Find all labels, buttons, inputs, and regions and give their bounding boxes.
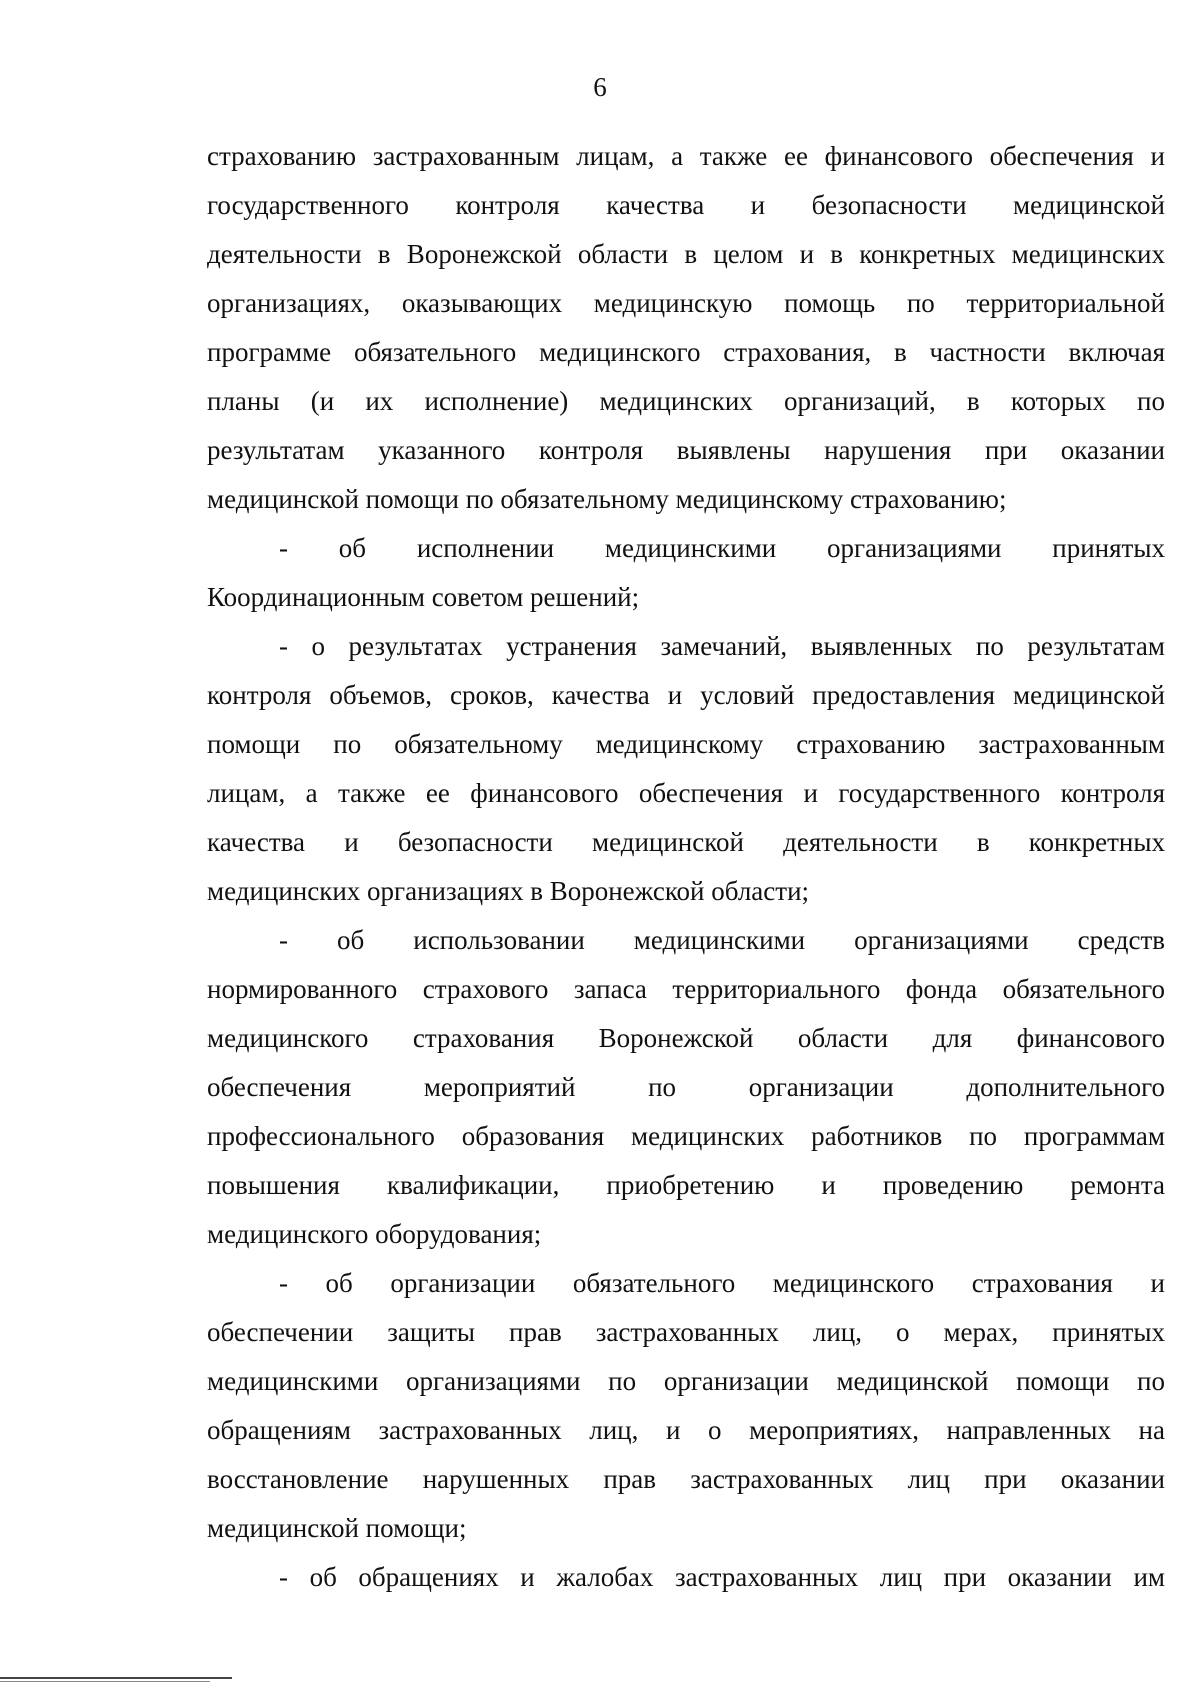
text-line: медицинских организациях в Воронежской области; <box>207 876 810 906</box>
text-line: страхованию застрахованным лицам, а также ее финансового обеспечения и <box>207 141 1165 171</box>
text-line: лицам, а также ее финансового обеспечения и государственного контроля <box>207 778 1165 808</box>
text-line: контроля объемов, сроков, качества и условий предоставления медицинской <box>207 680 1165 710</box>
text-line: профессионального образования медицинских работников по программам <box>207 1121 1165 1151</box>
list-item-start: - об обращениях и жалобах застрахованных лиц при оказании им <box>279 1562 1165 1592</box>
text-line: медицинскими организациями по организации медицинской помощи по <box>207 1366 1165 1396</box>
text-line: обеспечения мероприятий по организации дополнительного <box>207 1072 1165 1102</box>
text-line: медицинского оборудования; <box>207 1219 542 1249</box>
text-line: программе обязательного медицинского страхования, в частности включая <box>207 337 1165 367</box>
text-line: обращениям застрахованных лиц, и о мероприятиях, направленных на <box>207 1415 1165 1445</box>
text-line: помощи по обязательному медицинскому страхованию застрахованным <box>207 729 1165 759</box>
text-line: Координационным советом решений; <box>207 582 640 612</box>
text-line: деятельности в Воронежской области в целом и в конкретных медицинских <box>207 239 1165 269</box>
text-line: государственного контроля качества и безопасности медицинской <box>207 190 1165 220</box>
text-line: повышения квалификации, приобретению и проведению ремонта <box>207 1170 1165 1200</box>
list-item-start: - об исполнении медицинскими организациями принятых <box>279 533 1165 563</box>
text-line: восстановление нарушенных прав застрахованных лиц при оказании <box>207 1464 1165 1494</box>
text-line: организациях, оказывающих медицинскую помощь по территориальной <box>207 288 1165 318</box>
scan-edge-line <box>0 1681 210 1682</box>
text-line: результатам указанного контроля выявлены нарушения при оказании <box>207 435 1165 465</box>
text-line: качества и безопасности медицинской деятельности в конкретных <box>207 827 1165 857</box>
text-line: обеспечении защиты прав застрахованных лиц, о мерах, принятых <box>207 1317 1165 1347</box>
document-body <box>207 132 1165 1602</box>
text-line: медицинской помощи; <box>207 1513 467 1543</box>
list-item-start: - об использовании медицинскими организациями средств <box>279 925 1165 955</box>
list-item-start: - о результатах устранения замечаний, выявленных по результатам <box>279 631 1165 661</box>
list-item-start: - об организации обязательного медицинского страхования и <box>279 1268 1165 1298</box>
text-line: медицинского страхования Воронежской области для финансового <box>207 1023 1165 1053</box>
text-line: планы (и их исполнение) медицинских организаций, в которых по <box>207 386 1165 416</box>
scan-edge-line <box>0 1677 232 1679</box>
text-line: медицинской помощи по обязательному медицинскому страхованию; <box>207 484 1007 514</box>
text-line: нормированного страхового запаса территориального фонда обязательного <box>207 974 1165 1004</box>
page-number: 6 <box>593 72 607 102</box>
